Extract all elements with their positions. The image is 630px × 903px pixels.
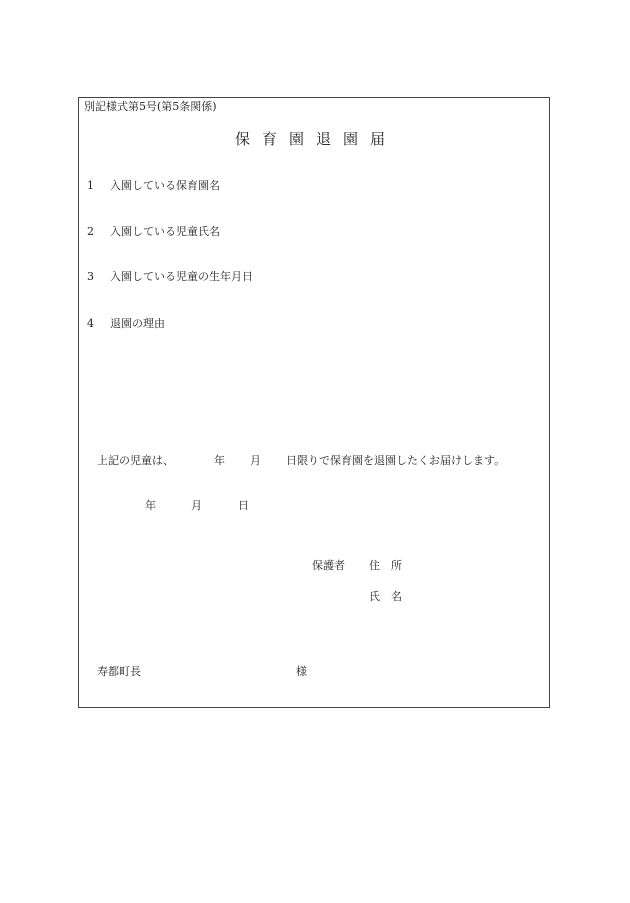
guardian-label: 保護者 bbox=[312, 559, 345, 572]
form-reference: 別記様式第5号(第5条関係) bbox=[84, 100, 217, 113]
statement-year: 年 bbox=[214, 454, 225, 467]
item-2-number: 2 bbox=[87, 225, 94, 238]
item-4-number: 4 bbox=[87, 317, 94, 330]
withdrawal-form bbox=[78, 97, 550, 708]
recipient-name: 寿都町長 bbox=[97, 665, 141, 678]
date-month: 月 bbox=[191, 499, 202, 512]
item-2-label: 入園している児童氏名 bbox=[110, 225, 220, 238]
item-1-number: 1 bbox=[87, 179, 94, 192]
item-3-label: 入園している児童の生年月日 bbox=[110, 270, 253, 283]
statement-month: 月 bbox=[250, 454, 261, 467]
guardian-name-label: 氏 名 bbox=[369, 590, 402, 603]
item-1-label: 入園している保育園名 bbox=[110, 179, 220, 192]
statement-closing: 日限りで保育園を退園したくお届けします。 bbox=[286, 454, 506, 467]
recipient-honorific: 様 bbox=[296, 665, 307, 678]
statement-text: 上記の児童は、 bbox=[97, 454, 174, 467]
guardian-address-label: 住 所 bbox=[369, 559, 402, 572]
form-title: 保育園退園届 bbox=[235, 130, 398, 148]
date-year: 年 bbox=[145, 499, 156, 512]
item-3-number: 3 bbox=[87, 270, 94, 283]
date-day: 日 bbox=[238, 499, 249, 512]
item-4-label: 退園の理由 bbox=[110, 317, 165, 330]
